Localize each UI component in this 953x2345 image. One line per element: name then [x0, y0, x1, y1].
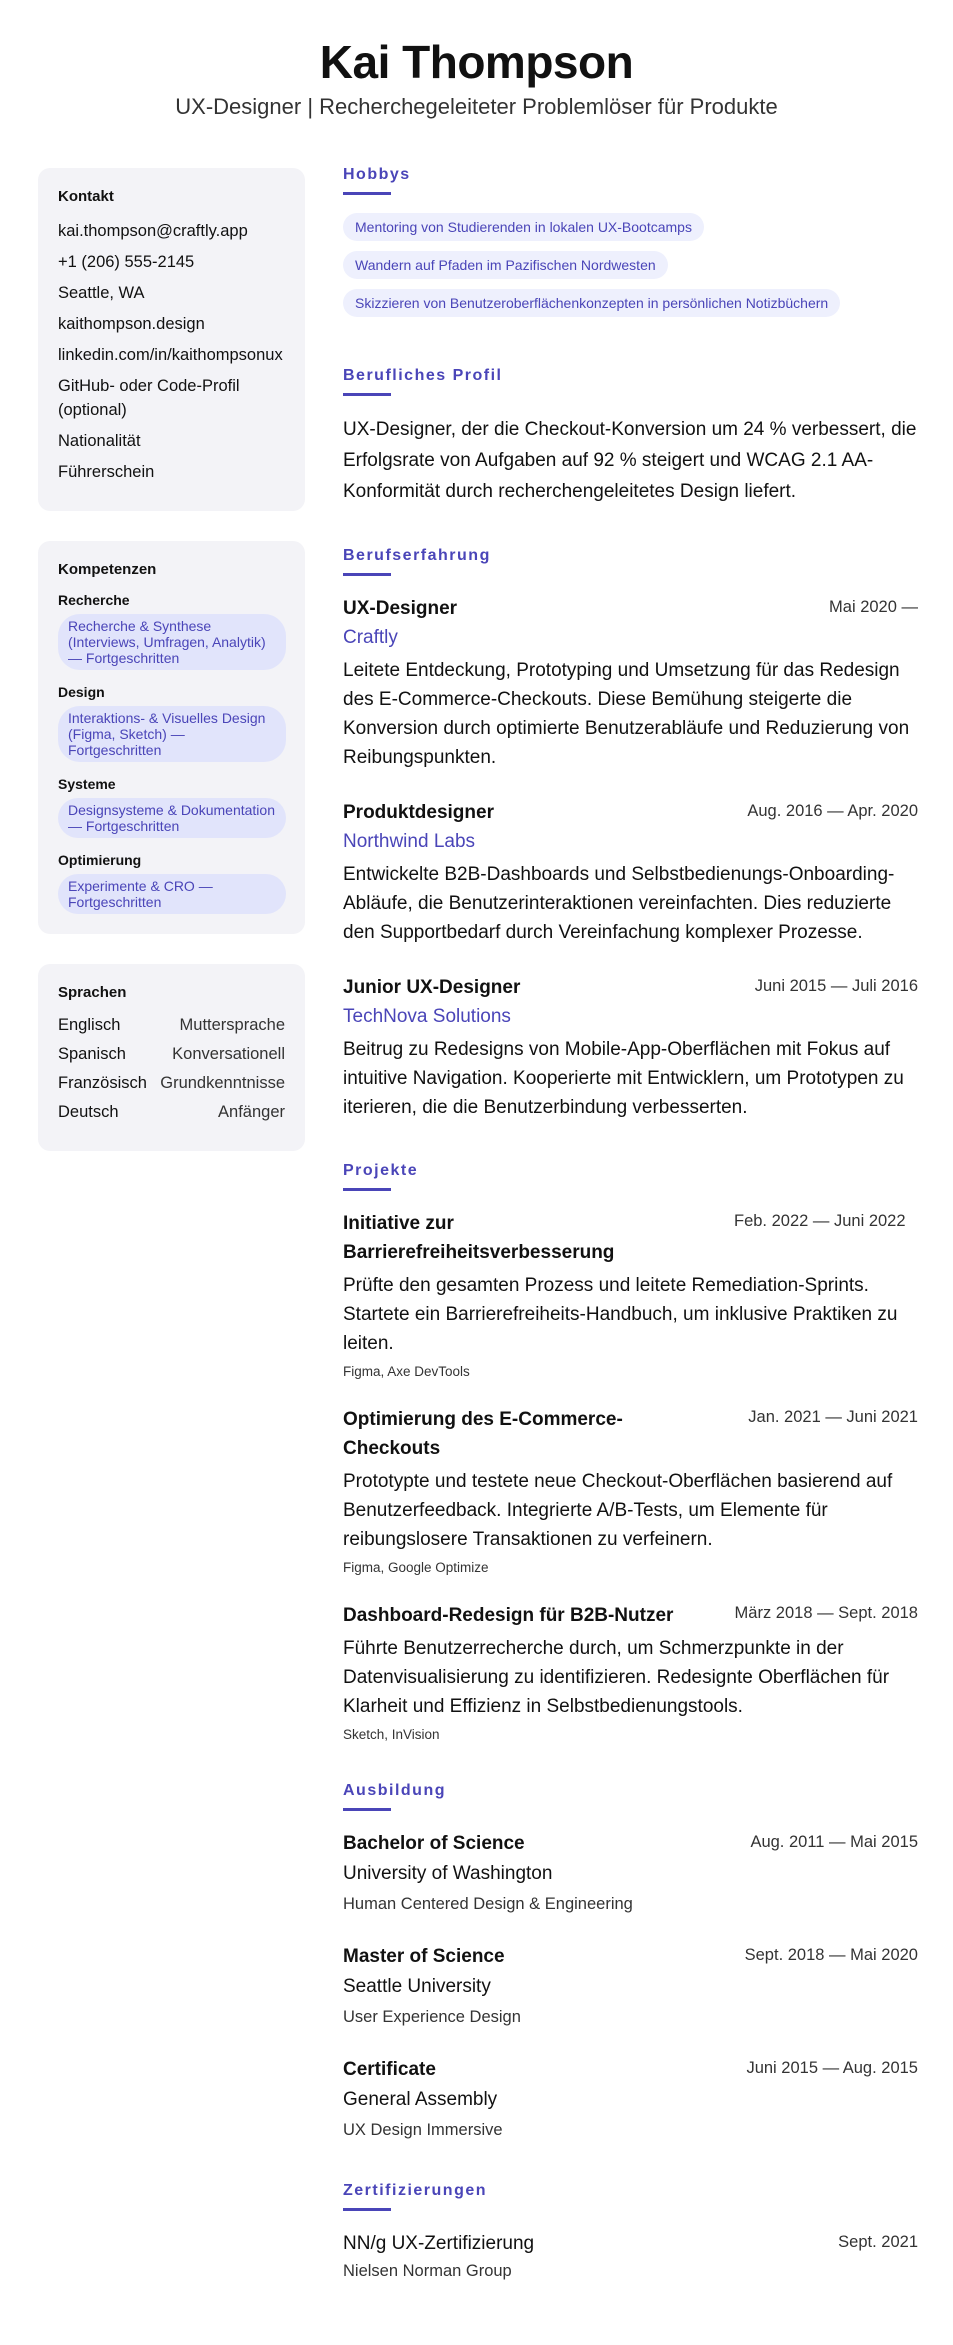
- project-description: Führte Benutzerrecherche durch, um Schmerzpunkte in der Datenvisualisierung zu identifizieren. Redesignte Oberflächen für Klarheit und Effizienz in Selbstbedienungstools.: [343, 1638, 890, 1717]
- job-title: Junior UX-Designer: [343, 977, 521, 998]
- study-field: UX Design Immersive: [343, 2121, 503, 2139]
- main-content: [343, 166, 918, 2323]
- language-level: Konversationell: [172, 1045, 285, 1063]
- language-name: Englisch: [58, 1016, 121, 1034]
- certification-date: Sept. 2021: [838, 2233, 918, 2251]
- languages-title: Sprachen: [58, 984, 127, 1001]
- school-name: Seattle University: [343, 1976, 491, 1997]
- job-date: Aug. 2016 — Apr. 2020: [747, 802, 918, 820]
- education-entry: [343, 1829, 918, 1916]
- section-title: Ausbildung: [343, 1782, 446, 1799]
- section-title: Projekte: [343, 1162, 419, 1179]
- hobby-tag: Skizzieren von Benutzeroberflächenkonzepten in persönlichen Notizbüchern: [343, 289, 840, 317]
- language-name: Französisch: [58, 1074, 147, 1092]
- resume-header: [0, 0, 953, 120]
- profile-summary: UX-Designer, der die Checkout-Konversion um 24 % verbessert, die Erfolgsrate von Aufgaben auf 92 % steigert und WCAG 2.1 AA-Konformität durch recherchengeleitetes Design liefert.: [343, 419, 917, 502]
- project-tools: Figma, Google Optimize: [343, 1560, 489, 1575]
- contact-nationality: Nationalität: [58, 432, 141, 450]
- language-name: Spanisch: [58, 1045, 126, 1063]
- skills-title: Kompetenzen: [58, 561, 157, 578]
- experience-entry: [343, 594, 918, 772]
- skill-pill: Interaktions- & Visuelles Design (Figma, Sketch) — Fortgeschritten: [58, 706, 286, 762]
- project-description: Prototypte und testete neue Checkout-Oberflächen basierend auf Benutzerfeedback. Integrierte A/B-Tests, um Elemente für reibungslosere Transaktionen zu verfeinern.: [343, 1471, 893, 1550]
- contact-github: GitHub- oder Code-Profil (optional): [58, 377, 240, 419]
- certifications-section: [343, 2182, 918, 2283]
- section-underline: [343, 573, 391, 576]
- study-field: Human Centered Design & Engineering: [343, 1895, 633, 1913]
- language-row: [58, 1015, 285, 1035]
- experience-entry: [343, 798, 918, 947]
- education-section: [343, 1782, 918, 2142]
- degree-title: Bachelor of Science: [343, 1833, 525, 1854]
- profile-section: [343, 367, 918, 507]
- project-date: März 2018 — Sept. 2018: [734, 1604, 918, 1622]
- project-entry: [343, 1405, 918, 1575]
- hobbies-section: [343, 166, 918, 327]
- certification-name: NN/g UX-Zertifizierung: [343, 2233, 535, 2254]
- experience-entry: [343, 973, 918, 1122]
- education-date: Sept. 2018 — Mai 2020: [744, 1946, 918, 1964]
- skill-group-name: Design: [58, 684, 105, 700]
- contact-location: Seattle, WA: [58, 284, 145, 302]
- projects-section: [343, 1162, 918, 1742]
- sidebar: [38, 168, 305, 1181]
- job-company: Craftly: [343, 627, 398, 648]
- job-company: Northwind Labs: [343, 831, 476, 852]
- language-name: Deutsch: [58, 1103, 119, 1121]
- job-description: Entwickelte B2B-Dashboards und Selbstbedienungs-Onboarding-Abläufe, die Benutzerinteraktionen vereinfachten. Dies reduzierte den Supportbedarf durch Vereinfachung komplexer Prozesse.: [343, 864, 895, 943]
- section-title: Berufserfahrung: [343, 547, 491, 564]
- job-description: Beitrug zu Redesigns von Mobile-App-Oberflächen mit Fokus auf intuitive Navigation. Kooperierte mit Entwicklern, um Prototypen zu iterieren, die die Benutzerbindung verbesserten.: [343, 1039, 904, 1118]
- experience-section: [343, 547, 918, 1122]
- skill-pill: Recherche & Synthese (Interviews, Umfragen, Analytik) — Fortgeschritten: [58, 614, 286, 670]
- section-underline: [343, 1188, 391, 1191]
- degree-title: Certificate: [343, 2059, 436, 2080]
- skills-card: [38, 541, 305, 934]
- project-entry: [343, 1601, 918, 1742]
- language-level: Anfänger: [218, 1103, 285, 1121]
- certification-entry: [343, 2229, 918, 2283]
- skill-group-name: Recherche: [58, 592, 130, 608]
- languages-card: [38, 964, 305, 1151]
- study-field: User Experience Design: [343, 2008, 521, 2026]
- job-company: TechNova Solutions: [343, 1006, 511, 1027]
- contact-email[interactable]: kai.thompson@craftly.app: [58, 222, 248, 240]
- project-title: Dashboard-Redesign für B2B-Nutzer: [343, 1605, 674, 1626]
- contact-license: Führerschein: [58, 463, 155, 481]
- project-description: Prüfte den gesamten Prozess und leitete Remediation-Sprints. Startete ein Barrierefreiheits-Handbuch, um inklusive Praktiken zu leiten.: [343, 1275, 898, 1354]
- section-underline: [343, 2208, 391, 2211]
- section-underline: [343, 1808, 391, 1811]
- hobby-tag: Wandern auf Pfaden im Pazifischen Nordwesten: [343, 251, 668, 279]
- contact-phone[interactable]: +1 (206) 555-2145: [58, 253, 195, 271]
- language-row: [58, 1044, 285, 1064]
- section-underline: [343, 192, 391, 195]
- language-level: Grundkenntnisse: [160, 1074, 285, 1092]
- project-title: Initiative zur Barrierefreiheitsverbesserung: [343, 1213, 615, 1263]
- job-date: Juni 2015 — Juli 2016: [754, 977, 918, 995]
- job-date: Mai 2020 —: [829, 598, 918, 616]
- skill-pill: Designsysteme & Dokumentation — Fortgeschritten: [58, 798, 286, 838]
- project-tools: Sketch, InVision: [343, 1727, 440, 1742]
- skill-group-name: Systeme: [58, 776, 116, 792]
- project-title: Optimierung des E-Commerce-Checkouts: [343, 1409, 623, 1459]
- contact-card: [38, 168, 305, 511]
- certification-issuer: Nielsen Norman Group: [343, 2262, 512, 2280]
- job-description: Leitete Entdeckung, Prototyping und Umsetzung für das Redesign des E-Commerce-Checkouts. Diese Bemühung steigerte die Konversion durch optimierte Benutzerabläufe und Reduzierung von Reibungspunkten.: [343, 660, 910, 768]
- contact-title: Kontakt: [58, 188, 114, 205]
- education-entry: [343, 1942, 918, 2029]
- language-level: Muttersprache: [179, 1016, 285, 1034]
- language-row: [58, 1073, 285, 1093]
- education-entry: [343, 2055, 918, 2142]
- school-name: University of Washington: [343, 1863, 553, 1884]
- section-title: Hobbys: [343, 166, 411, 183]
- job-title: Produktdesigner: [343, 802, 494, 823]
- section-title: Zertifizierungen: [343, 2182, 488, 2199]
- contact-website[interactable]: kaithompson.design: [58, 315, 205, 333]
- skill-group-name: Optimierung: [58, 852, 142, 868]
- skill-pill: Experimente & CRO — Fortgeschritten: [58, 874, 286, 914]
- project-entry: [343, 1209, 918, 1379]
- candidate-tagline: UX-Designer | Recherchegeleiteter Problemlöser für Produkte: [175, 94, 778, 119]
- project-date: Jan. 2021 — Juni 2021: [748, 1408, 918, 1426]
- education-date: Aug. 2011 — Mai 2015: [750, 1833, 918, 1851]
- degree-title: Master of Science: [343, 1946, 505, 1967]
- project-tools: Figma, Axe DevTools: [343, 1364, 470, 1379]
- project-date: Feb. 2022 — Juni 2022: [734, 1212, 906, 1230]
- school-name: General Assembly: [343, 2089, 498, 2110]
- section-underline: [343, 393, 391, 396]
- contact-linkedin[interactable]: linkedin.com/in/kaithompsonux: [58, 346, 283, 364]
- education-date: Juni 2015 — Aug. 2015: [746, 2059, 918, 2077]
- section-title: Berufliches Profil: [343, 367, 503, 384]
- language-row: [58, 1102, 285, 1122]
- candidate-name: Kai Thompson: [319, 36, 634, 88]
- hobby-tag: Mentoring von Studierenden in lokalen UX-Bootcamps: [343, 213, 704, 241]
- job-title: UX-Designer: [343, 598, 458, 619]
